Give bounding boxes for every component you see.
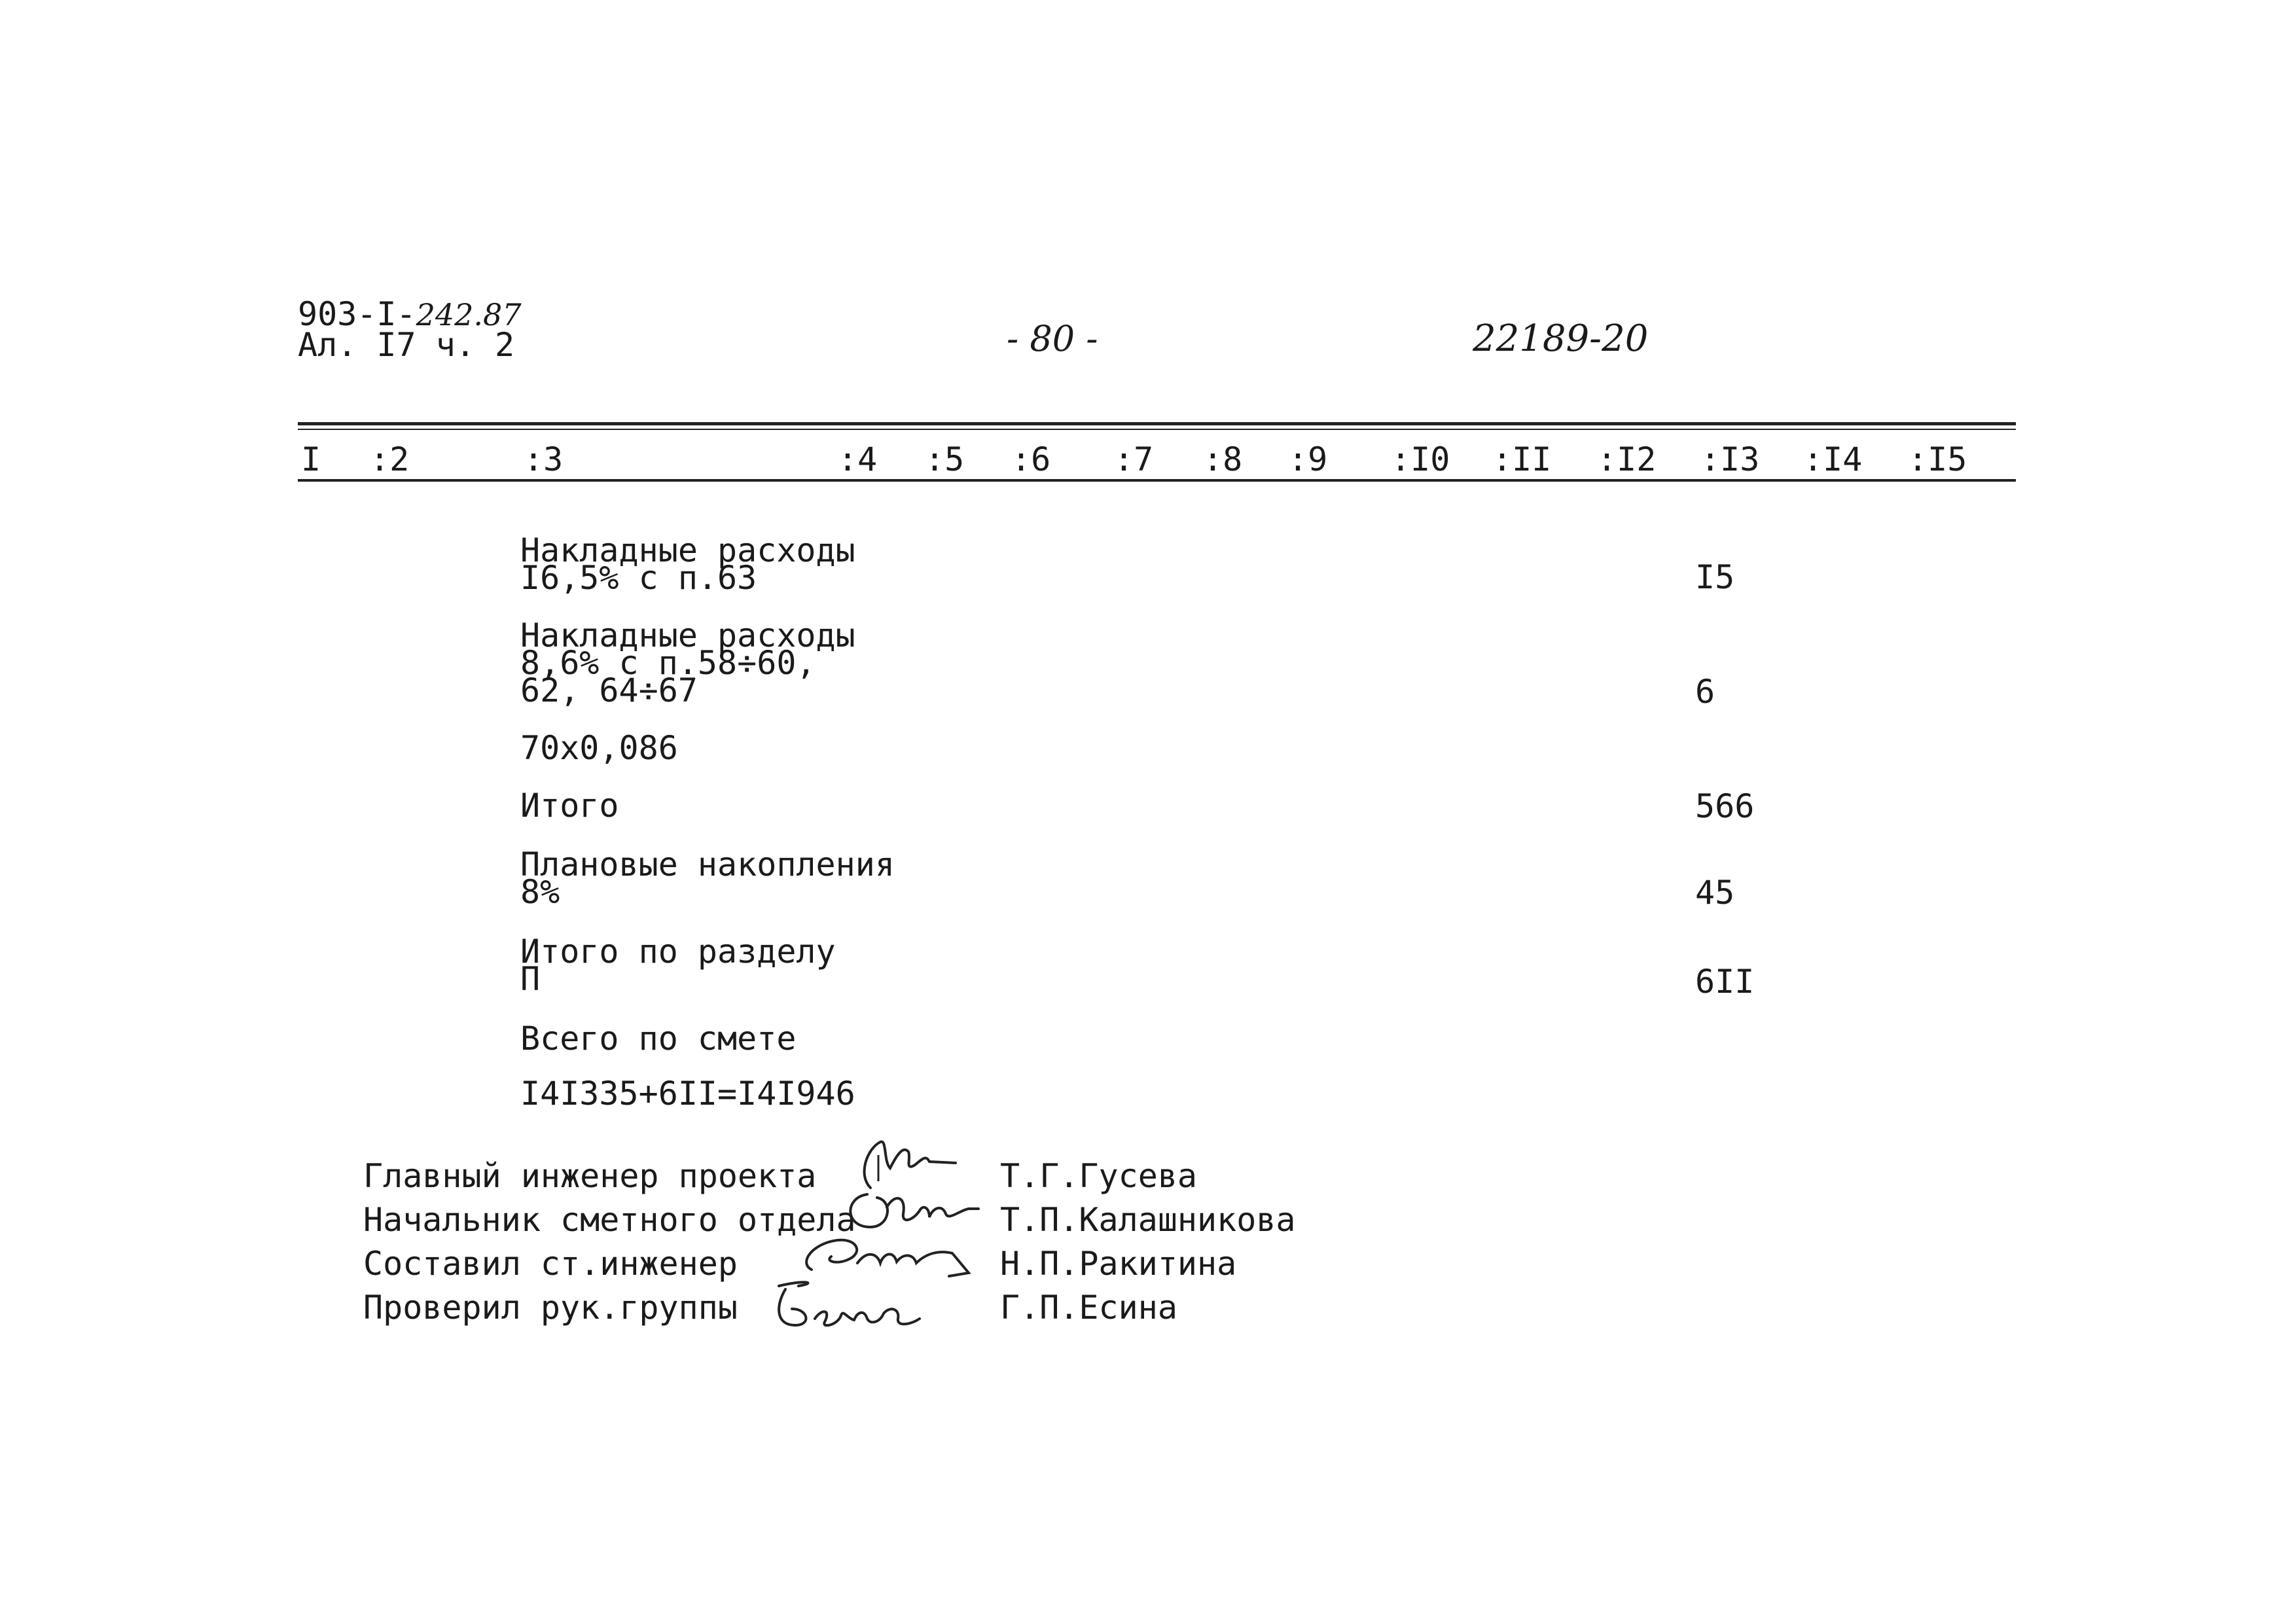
column-number-14: :I4: [1803, 440, 1863, 478]
signature-name-compiler: Н.П.Ракитина: [1000, 1245, 1237, 1283]
column-number-7: :7: [1114, 440, 1154, 478]
row-total-text: Итого: [520, 787, 619, 825]
signature-name-head-estimates: Т.П.Калашникова: [1000, 1201, 1296, 1239]
column-number-6: :6: [1011, 440, 1051, 478]
column-number-8: :8: [1203, 440, 1243, 478]
row-estimate-total-formula: I4I335+6II=I4I946: [520, 1075, 855, 1113]
row-overhead-8-6-value: 6: [1695, 673, 1715, 711]
column-number-4: :4: [838, 440, 878, 478]
column-number-15: :I5: [1908, 440, 1967, 478]
column-number-3: :3: [524, 440, 564, 478]
column-number-12: :I2: [1597, 440, 1657, 478]
document-code-handwritten: 242.87: [416, 297, 522, 332]
signature-name-checker: Г.П.Есина: [1000, 1289, 1177, 1327]
row-section-total-text: Итого по разделу П: [520, 933, 836, 998]
column-number-9: :9: [1288, 440, 1328, 478]
row-total-value: 566: [1695, 787, 1755, 825]
signature-scribble-checker: [759, 1273, 936, 1338]
signature-name-chief-engineer: Т.Г.Гусева: [1000, 1157, 1198, 1195]
header-bottom-rule: [298, 479, 2016, 482]
row-section-total-value: 6II: [1695, 963, 1755, 1001]
row-overhead-16-5-value: I5: [1695, 558, 1735, 596]
document-number: 22189-20: [1473, 317, 1649, 360]
header-top-rule-thin: [298, 429, 2016, 430]
row-overhead-8-6-text: Накладные расходы 8,6% с п.58÷60, 62, 64÷67: [520, 616, 855, 709]
header-top-rule: [298, 422, 2016, 425]
signature-role-checker: Проверил рук.группы: [363, 1289, 738, 1327]
column-number-1: I: [301, 440, 321, 478]
column-number-11: :II: [1492, 440, 1552, 478]
row-planned-savings-text: Плановые накопления 8%: [520, 846, 895, 911]
document-code: [298, 295, 522, 333]
signature-role-chief-engineer: Главный инженер проекта: [363, 1157, 817, 1195]
column-number-10: :I0: [1391, 440, 1450, 478]
document-code-prefix: 903-I-: [298, 295, 416, 333]
column-number-2: :2: [370, 440, 410, 478]
column-number-5: :5: [925, 440, 965, 478]
row-estimate-total-text: Всего по смете: [520, 1020, 797, 1058]
album-part: Ал. I7 ч. 2: [298, 326, 515, 364]
signature-role-compiler: Составил ст.инженер: [363, 1245, 738, 1283]
page-number: - 80 -: [1007, 318, 1098, 359]
column-number-13: :I3: [1700, 440, 1760, 478]
row-overhead-16-5-text: Накладные расходы I6,5% с п.63: [520, 531, 855, 597]
row-calc-text: 70х0,086: [520, 729, 678, 767]
row-planned-savings-value: 45: [1695, 874, 1735, 912]
signature-role-head-estimates: Начальник сметного отдела: [363, 1201, 856, 1239]
